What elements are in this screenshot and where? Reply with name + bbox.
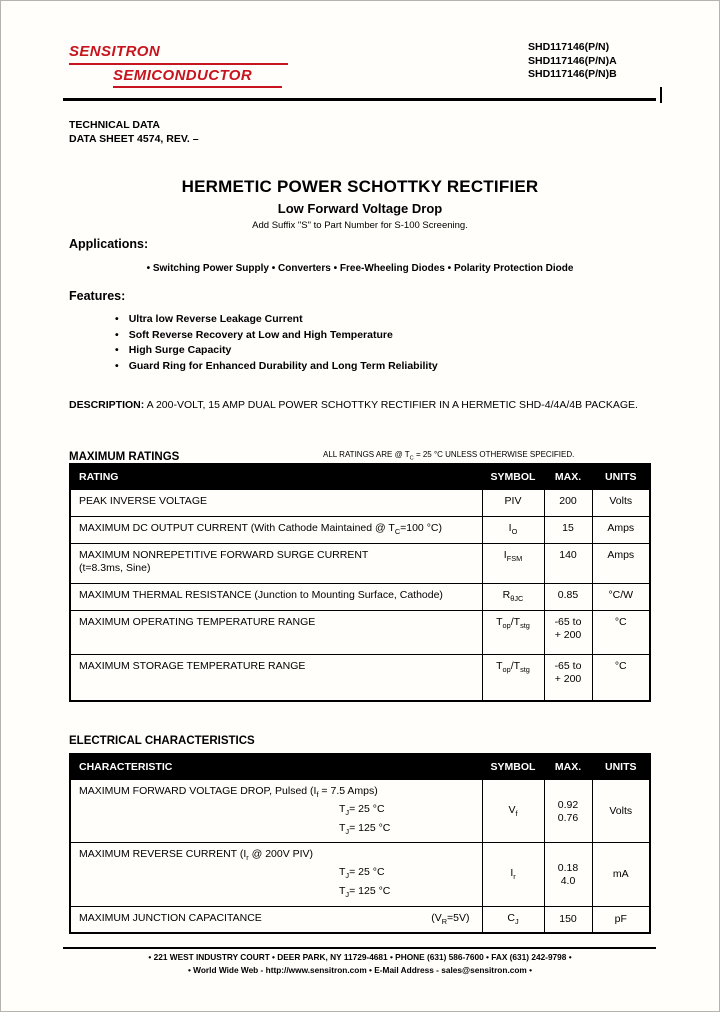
symbol-cell: $I_O$ — [482, 517, 544, 544]
page-edge-mark — [660, 87, 662, 103]
test-condition: $T_J= 125$ °C — [339, 821, 391, 836]
max-cell: 0.18 4.0 — [544, 843, 592, 906]
rating-cell: MAXIMUM STORAGE TEMPERATURE RANGE — [70, 655, 482, 701]
part-number: SHD117146(P/N)A — [528, 54, 617, 67]
features-heading: Features: — [69, 289, 126, 303]
page-title: HERMETIC POWER SCHOTTKY RECTIFIER — [181, 177, 539, 196]
table-row — [70, 906, 650, 933]
max-ratings-heading: MAXIMUM RATINGS — [69, 451, 180, 463]
units-cell: Amps — [592, 517, 650, 544]
table-header-row — [70, 464, 650, 490]
max-cell: 150 — [544, 906, 592, 933]
symbol-cell: PIV — [482, 490, 544, 517]
feature-item: • High Surge Capacity — [115, 343, 438, 359]
table-header-row — [70, 754, 650, 780]
units-cell: pF — [592, 906, 650, 933]
column-header-units: UNITS — [592, 464, 650, 490]
symbol-cell: $V_f$ — [482, 780, 544, 843]
table-row — [70, 584, 650, 611]
symbol-cell: $R_{\theta JC}$ — [482, 584, 544, 611]
column-header-units: UNITS — [592, 754, 650, 780]
table-row — [70, 843, 650, 906]
max-cell: 140 — [544, 544, 592, 584]
brand-logo — [69, 43, 288, 88]
table-row — [70, 655, 650, 701]
header-divider — [63, 98, 656, 101]
rating-cell: MAXIMUM THERMAL RESISTANCE (Junction to Mounting Surface, Cathode) — [70, 584, 482, 611]
technical-data-label: TECHNICAL DATA — [69, 119, 160, 131]
table-row — [70, 490, 650, 517]
feature-item: • Ultra low Reverse Leakage Current — [115, 312, 438, 328]
rating-cell: MAXIMUM NONREPETITIVE FORWARD SURGE CURRENT (t=8.3ms, Sine) — [70, 544, 482, 584]
brand-subname: SEMICONDUCTOR — [113, 67, 282, 88]
characteristic-text: MAXIMUM REVERSE CURRENT ($I_r$ @ 200V PIV) — [79, 848, 314, 863]
units-cell: Amps — [592, 544, 650, 584]
description-text: A 200-VOLT, 15 AMP DUAL POWER SCHOTTKY RECTIFIER IN A HERMETIC SHD-4/4A/4B PACKAGE. — [146, 399, 638, 411]
symbol-cell: $C_J$ — [482, 906, 544, 933]
table-row — [70, 544, 650, 584]
max-cell: 15 — [544, 517, 592, 544]
datasheet-number: DATA SHEET 4574, REV. – — [69, 132, 199, 145]
column-header-rating: RATING — [70, 464, 482, 490]
max-cell: 0.92 0.76 — [544, 780, 592, 843]
footer-web-email: • World Wide Web - http://www.sensitron.com • E-Mail Address - sales@sensitron.com • — [187, 965, 533, 975]
max-cell: -65 to + 200 — [544, 655, 592, 701]
brand-name: SENSITRON — [69, 43, 288, 65]
electrical-characteristics-table — [69, 753, 651, 934]
symbol-cell: $T_{op}/T_{stg}$ — [482, 655, 544, 701]
rating-cell: PEAK INVERSE VOLTAGE — [70, 490, 482, 517]
part-number: SHD117146(P/N) — [528, 41, 610, 53]
applications-heading: Applications: — [69, 237, 149, 251]
units-cell: mA — [592, 843, 650, 906]
characteristic-text: MAXIMUM FORWARD VOLTAGE DROP, Pulsed ($I_f = 7.5$ Amps) — [79, 785, 378, 800]
units-cell: Volts — [592, 490, 650, 517]
characteristic-cell — [70, 906, 482, 933]
units-cell: °C/W — [592, 584, 650, 611]
column-header-max: MAX. — [544, 464, 592, 490]
table-row — [70, 780, 650, 843]
table-row — [70, 611, 650, 655]
test-condition: $(V_R=5V)$ — [431, 911, 470, 926]
ratings-note: ALL RATINGS ARE @ $T_C = 25$ °C UNLESS OTHERWISE SPECIFIED. — [323, 450, 575, 462]
footer-address: • 221 WEST INDUSTRY COURT • DEER PARK, NY 11729-4681 • PHONE (631) 586-7600 • FAX (631) 242-9798 • — [148, 952, 572, 962]
column-header-symbol: SYMBOL — [482, 464, 544, 490]
description-label: DESCRIPTION: — [69, 399, 145, 411]
electrical-characteristics-heading: ELECTRICAL CHARACTERISTICS — [69, 735, 255, 747]
rating-cell: MAXIMUM OPERATING TEMPERATURE RANGE — [70, 611, 482, 655]
table-row — [70, 517, 650, 544]
units-cell: °C — [592, 655, 650, 701]
column-header-max: MAX. — [544, 754, 592, 780]
column-header-characteristic: CHARACTERISTIC — [70, 754, 482, 780]
symbol-cell: $I_r$ — [482, 843, 544, 906]
feature-item: • Guard Ring for Enhanced Durability and Long Term Reliability — [115, 359, 438, 375]
characteristic-cell — [70, 843, 482, 906]
suffix-note: Add Suffix "S" to Part Number for S-100 Screening. — [252, 220, 468, 231]
test-condition: $T_J= 25$ °C — [339, 866, 385, 881]
feature-item: • Soft Reverse Recovery at Low and High Temperature — [115, 328, 438, 344]
part-number: SHD117146(P/N)B — [528, 68, 617, 80]
part-numbers — [528, 41, 617, 82]
symbol-cell: $T_{op}/T_{stg}$ — [482, 611, 544, 655]
rating-cell: MAXIMUM DC OUTPUT CURRENT (With Cathode Maintained @ $T_C=100$ °C) — [70, 517, 482, 544]
units-cell: Volts — [592, 780, 650, 843]
characteristic-text: MAXIMUM JUNCTION CAPACITANCE — [79, 911, 262, 924]
document-meta — [69, 119, 199, 146]
test-condition: $T_J= 125$ °C — [339, 884, 391, 900]
max-cell: 200 — [544, 490, 592, 517]
test-condition: $T_J= 25$ °C — [339, 803, 385, 818]
page-subtitle: Low Forward Voltage Drop — [277, 201, 443, 216]
applications-line: • Switching Power Supply • Converters • Free-Wheeling Diodes • Polarity Protection Diode — [146, 263, 574, 274]
units-cell: °C — [592, 611, 650, 655]
footer-divider — [63, 947, 656, 949]
maximum-ratings-table — [69, 463, 651, 702]
description — [69, 399, 653, 413]
symbol-cell: $I_{FSM}$ — [482, 544, 544, 584]
features-list — [115, 312, 438, 374]
max-cell: -65 to + 200 — [544, 611, 592, 655]
column-header-symbol: SYMBOL — [482, 754, 544, 780]
characteristic-cell — [70, 780, 482, 843]
max-cell: 0.85 — [544, 584, 592, 611]
